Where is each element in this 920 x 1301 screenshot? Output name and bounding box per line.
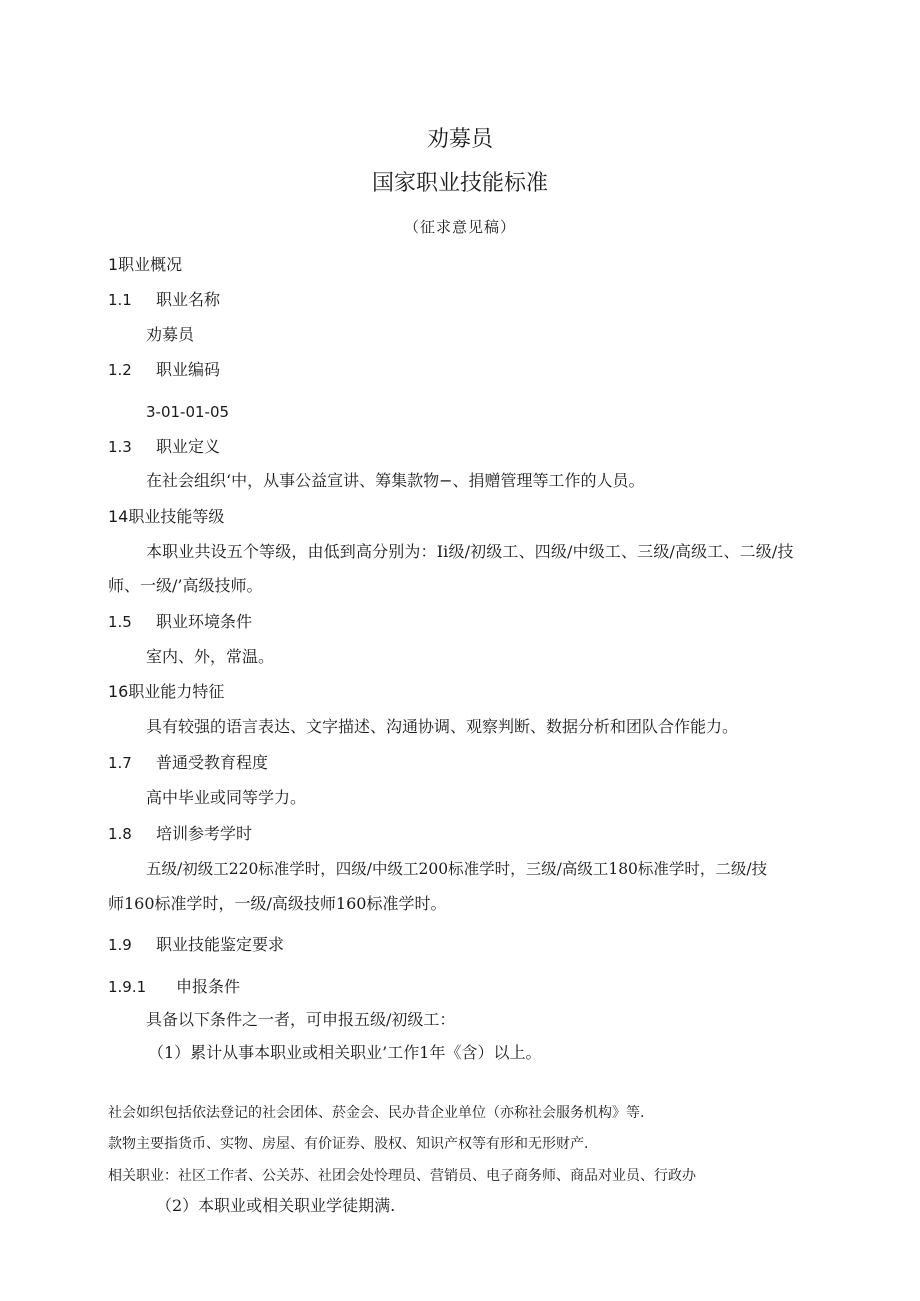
section-1-9-1-body: 具备以下条件之一者，可申报五级/初级工： [146,1010,456,1029]
section-1-5-body: 室内、外，常温。 [146,647,275,666]
section-1-heading: 1职业概况 [108,255,183,274]
footnote-3: 相关职业：社区工作者、公关苏、社团会处怜理员、营销员、电子商务师、商品对业员、行政办 [108,1168,696,1184]
document-title-line2: 国家职业技能标准 [371,171,548,196]
section-1-7-body: 高中毕业或同等学力。 [146,788,307,807]
section-1-8-body-line2: 师160标准学时，一级/高级技师160标准学时。 [108,894,447,913]
section-1-9-number: 1.9 [108,936,132,954]
section-1-8-title: 培训参考学时 [156,824,253,843]
section-1-8-number: 1.8 [108,825,132,843]
section-1-2-body: 3-01-01-05 [146,403,230,421]
section-1-1-body: 劝募员 [146,325,195,344]
section-1-5-title: 职业环境条件 [156,612,253,631]
section-1-7-number: 1.7 [108,754,132,772]
section-1-9-1-item2: （2）本职业或相关职业学徒期满. [156,1196,396,1215]
section-1-9-1-item1: （1）累计从事本职业或相关职业’工作1年《含）以上。 [148,1043,542,1062]
section-1-3-title: 职业定义 [156,437,221,456]
section-1-1-title: 职业名称 [156,290,221,309]
footnote-2: 款物主要指货币、实物、房屋、有价证券、股权、知识产权等有形和无形财产. [108,1136,589,1152]
section-1-4-body-line2: 师、一级/’高级技师。 [108,576,263,595]
section-1-3-body: 在社会组织‘中，从事公益宣讲、筹集款物−、捐赠管理等工作的人员。 [146,471,645,490]
section-1-6-heading: 16职业能力特征 [108,682,225,701]
section-1-8-body-line1: 五级/初级工220标准学时，四级/中级工200标准学时，三级/高级工180标准学时，二级/技 [146,860,768,878]
section-1-6-body: 具有较强的语言表达、文字描述、沟通协调、观察判断、数据分析和团队合作能力。 [146,717,739,736]
section-1-7-title: 普通受教育程度 [156,753,269,772]
section-1-4-heading: 14职业技能等级 [108,507,225,526]
document-subtitle: （征求意见稿） [403,218,516,236]
section-1-9-title: 职业技能鉴定要求 [156,935,285,954]
section-1-9-1-number: 1.9.1 [108,978,147,996]
footnote-1: 社会如织包括依法登记的社会团体、菸金会、民办昔企业单位（亦称社会服务机构》等. [108,1105,645,1121]
section-1-2-title: 职业编码 [156,360,221,379]
section-1-3-number: 1.3 [108,438,132,456]
section-1-4-body-line1: 本职业共设五个等级，由低到高分别为：Ii级/初级工、四级/中级工、三级/高级工、二级/技 [146,542,794,561]
document-title-line1: 劝募员 [426,127,493,152]
section-1-2-number: 1.2 [108,361,132,379]
section-1-1-number: 1.1 [108,291,132,309]
section-1-9-1-title: 申报条件 [176,977,241,996]
section-1-5-number: 1.5 [108,613,132,631]
